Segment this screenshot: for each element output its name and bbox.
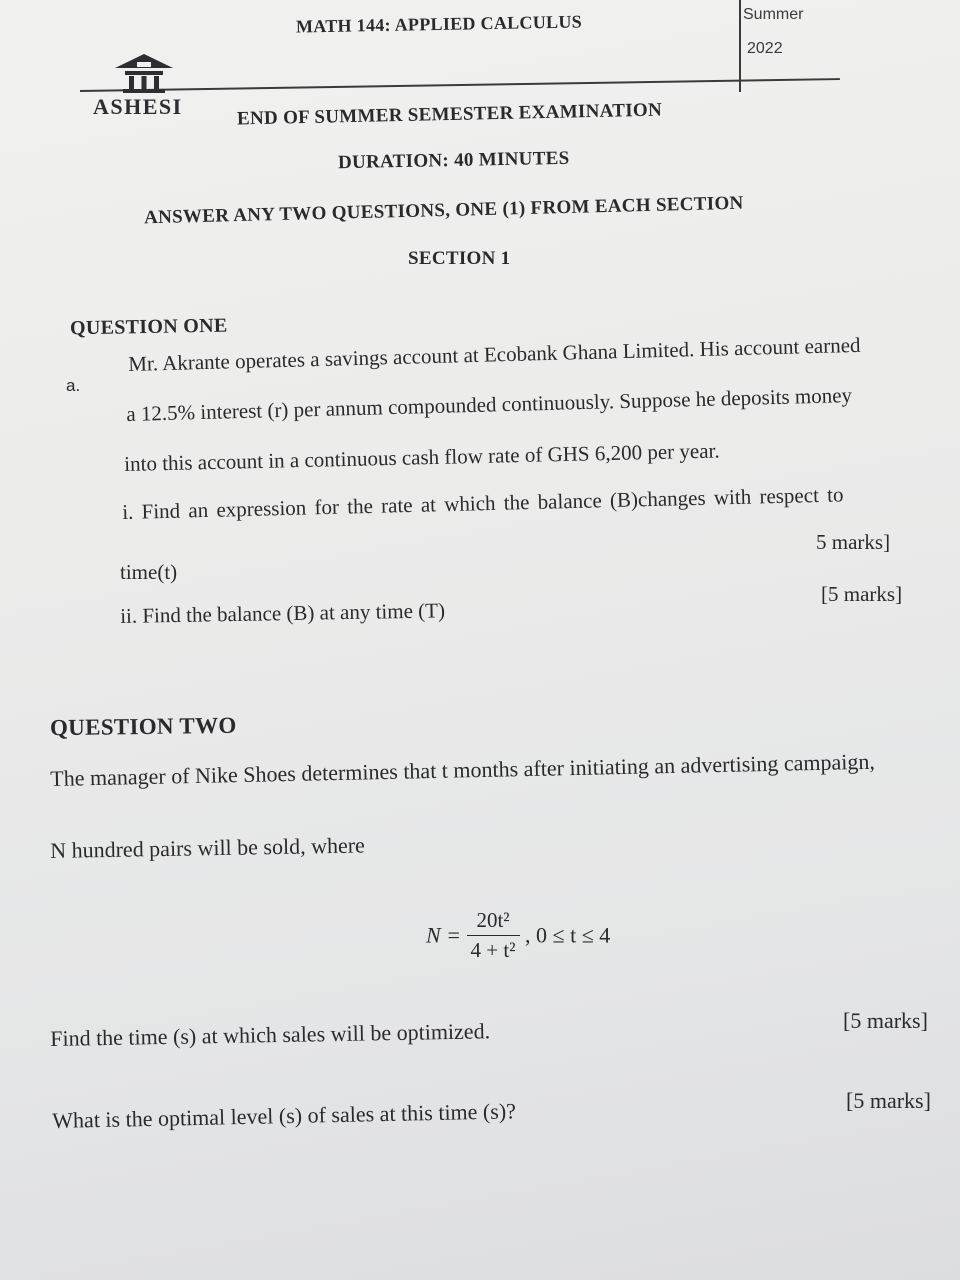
formula-numerator: 20t² (476, 908, 510, 932)
question-one-sub-i-line2: time(t) (120, 560, 178, 584)
sales-formula (426, 908, 610, 963)
question-one-text-line2: a 12.5% interest (r) per annum compounded continuously. Suppose he deposits money (126, 382, 853, 426)
formula-denominator: 4 + t² (467, 935, 520, 963)
header-divider-vertical (739, 0, 741, 92)
formula-lhs: N = (426, 922, 462, 948)
section-heading: SECTION 1 (408, 248, 511, 269)
exam-title: END OF SUMMER SEMESTER EXAMINATION (236, 99, 663, 130)
question-one-heading: QUESTION ONE (69, 314, 228, 340)
question-one-sub-i-line1: i. Find an expression for the rate at which the balance (B)changes with respect to (122, 482, 844, 524)
exam-year: 2022 (747, 40, 783, 57)
question-two-part-b: What is the optimal level (s) of sales at this time (s)? (52, 1098, 517, 1133)
institution-name: ASHESI (93, 94, 183, 119)
question-two-heading: QUESTION TWO (49, 712, 237, 741)
question-two-part-a-marks: [5 marks] (843, 1008, 928, 1033)
question-one-sub-i-marks: 5 marks] (816, 530, 891, 554)
question-one-part-label: a. (66, 376, 81, 395)
course-title: MATH 144: APPLIED CALCULUS (295, 11, 583, 37)
question-one-sub-ii-marks: [5 marks] (821, 582, 903, 606)
institution-logo-icon (113, 52, 175, 96)
question-one-text-line1: Mr. Akrante operates a savings account at Ecobank Ghana Limited. His account earned (128, 332, 861, 376)
exam-term: Summer (743, 6, 804, 23)
question-two-text-line2: N hundred pairs will be sold, where (50, 832, 366, 863)
exam-instructions: ANSWER ANY TWO QUESTIONS, ONE (1) FROM EACH SECTION (143, 192, 744, 229)
question-one-text-line3: into this account in a continuous cash flow rate of GHS 6,200 per year. (124, 438, 720, 476)
header-divider-horizontal (80, 78, 840, 92)
question-one-sub-ii: ii. Find the balance (B) at any time (T) (120, 598, 446, 628)
question-two-text-line1: The manager of Nike Shoes determines that t months after initiating an advertising campaign, (50, 748, 876, 791)
question-two-part-a: Find the time (s) at which sales will be optimized. (50, 1018, 491, 1051)
formula-domain: , 0 ≤ t ≤ 4 (525, 922, 611, 948)
exam-duration: DURATION: 40 MINUTES (337, 147, 570, 174)
formula-fraction (467, 908, 520, 963)
question-two-part-b-marks: [5 marks] (846, 1088, 931, 1113)
